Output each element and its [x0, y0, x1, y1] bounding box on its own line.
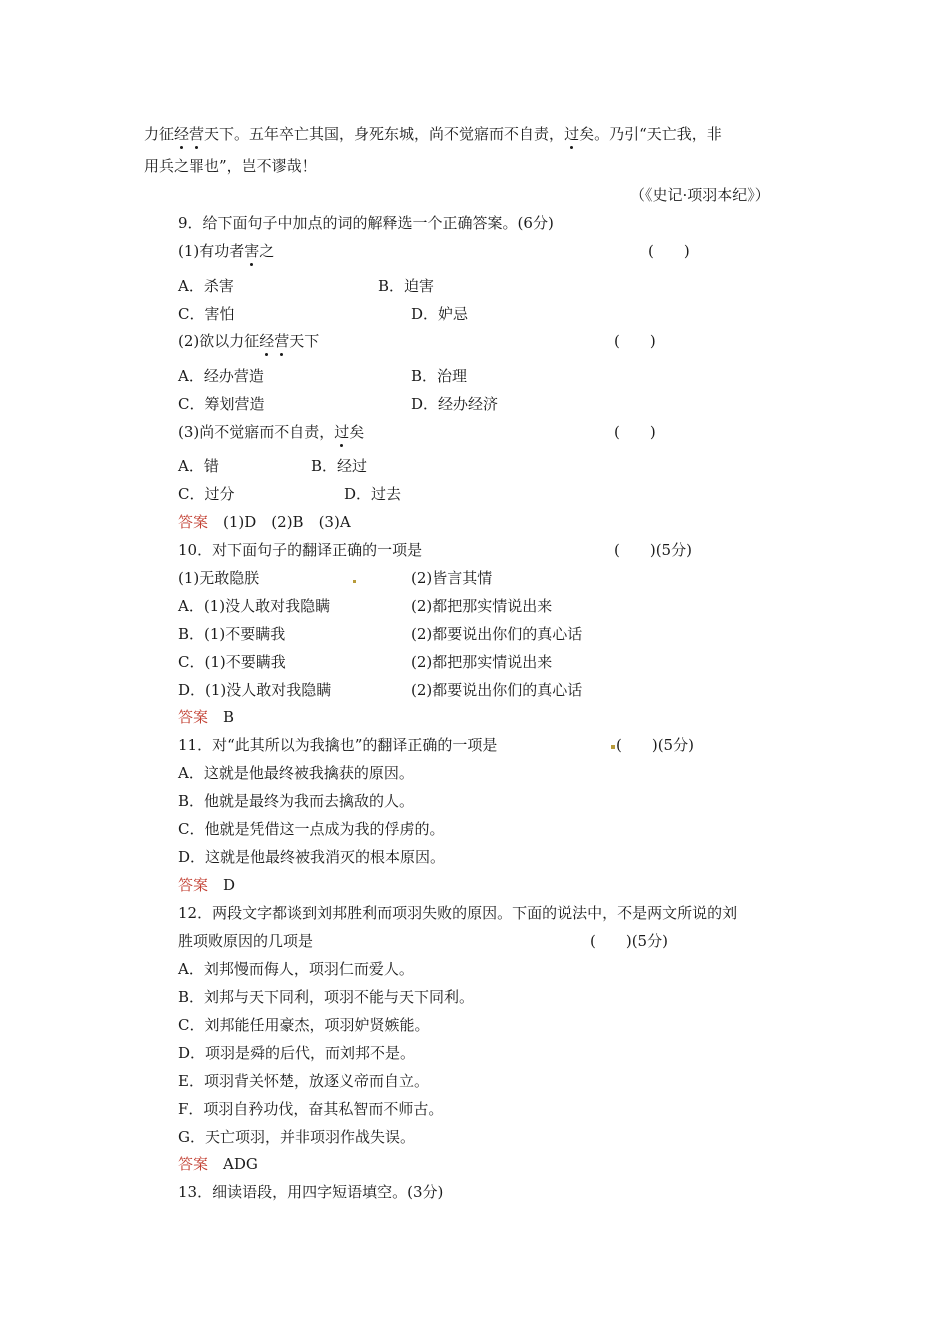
emphasis-char: 经 [174, 124, 189, 144]
q10-answer-paren[interactable]: ( )(5分) [614, 541, 692, 559]
q10-option-a-left: A．(1)没人敢对我隐瞒 [178, 597, 331, 615]
q10-answer [178, 707, 234, 727]
q9-3-option-b: B．经过 [311, 457, 368, 475]
answer-label: 答案 [178, 876, 209, 894]
q10-sentence-2: (2)皆言其情 [411, 569, 493, 587]
emphasis-char: 经 [259, 331, 274, 351]
q10-sentence-1: (1)无敢隐朕 [178, 569, 260, 587]
q11-option-d: D．这就是他最终被我消灭的根本原因。 [178, 848, 446, 866]
q9-1-option-c: C．害怕 [178, 305, 235, 323]
q10-option-a-right: (2)都把那实情说出来 [411, 597, 553, 615]
passage-line-2: 用兵之罪也”，岂不谬哉！ [144, 157, 317, 175]
q10-option-d-right: (2)都要说出你们的真心话 [411, 681, 583, 699]
q13-stem: 13．细读语段，用四字短语填空。(3分) [178, 1183, 444, 1201]
q9-sentence-2: (2)欲以力征经 营 天下 [178, 331, 319, 351]
q9-stem: 9．给下面句子中加点的词的解释选一个正确答案。(6分) [178, 214, 554, 232]
q9-2-option-b: B．治理 [411, 367, 468, 385]
q11-answer [178, 875, 235, 895]
passage-text: 矣。乃引“天亡我，非 [579, 125, 722, 143]
emphasis-char: 害 [244, 241, 259, 261]
q11-option-b: B．他就是最终为我而去擒敌的人。 [178, 792, 415, 810]
q9-1-option-d: D．妒忌 [411, 305, 469, 323]
q12-stem-line-2: 胜项败原因的几项是 [178, 932, 314, 950]
passage-source: （《史记·项羽本纪》） [630, 186, 770, 204]
q11-option-c: C．他就是凭借这一点成为我的俘虏的。 [178, 820, 445, 838]
q9-2-option-c: C．筹划营造 [178, 395, 265, 413]
passage-line-1 [144, 124, 722, 144]
q11-answer-paren[interactable]: ( )(5分) [616, 736, 694, 754]
answer-text: (1)D (2)B (3)A [223, 513, 351, 531]
emphasis-char: 过 [564, 124, 579, 144]
q12-option-a: A．刘邦慢而侮人，项羽仁而爱人。 [178, 960, 414, 978]
q9-3-option-c: C．过分 [178, 485, 235, 503]
q12-option-d: D．项羽是舜的后代，而刘邦不是。 [178, 1044, 416, 1062]
emphasis-dot-icon [195, 146, 198, 149]
q9-3-option-a: A．错 [178, 457, 219, 475]
q9-3-option-d: D．过去 [344, 485, 402, 503]
q12-option-g: G．天亡项羽，并非项羽作战失误。 [178, 1128, 415, 1146]
q10-option-c-right: (2)都把那实情说出来 [411, 653, 553, 671]
q9-answer-paren-1[interactable]: ( ) [648, 242, 690, 260]
q9-1-option-a: A．杀害 [178, 277, 234, 295]
emphasis-dot-icon [280, 353, 283, 356]
artifact-mark [611, 745, 615, 749]
passage-text: 天下。五年卒亡其国，身死东城，尚不觉寤而不自责， [204, 125, 565, 143]
q10-option-b-left: B．(1)不要瞒我 [178, 625, 286, 643]
q9-answer-paren-3[interactable]: ( ) [614, 423, 656, 441]
q9-answer [178, 512, 351, 532]
emphasis-dot-icon [265, 353, 268, 356]
q12-stem-line-1: 12．两段文字都谈到刘邦胜利而项羽失败的原因。下面的说法中，不是两文所说的刘 [178, 904, 738, 922]
q10-stem: 10．对下面句子的翻译正确的一项是 [178, 541, 423, 559]
q9-2-option-a: A．经办营造 [178, 367, 264, 385]
answer-label: 答案 [178, 708, 209, 726]
answer-text: ADG [223, 1155, 258, 1173]
q12-answer-paren[interactable]: ( )(5分) [590, 932, 668, 950]
q9-sentence-1: (1)有功者害 之 [178, 241, 274, 261]
answer-text: B [223, 708, 235, 726]
q10-option-c-left: C．(1)不要瞒我 [178, 653, 286, 671]
emphasis-char: 营 [189, 124, 204, 144]
q10-option-d-left: D．(1)没人敢对我隐瞒 [178, 681, 332, 699]
answer-label: 答案 [178, 513, 209, 531]
emphasis-dot-icon [250, 263, 253, 266]
q9-1-option-b: B．迫害 [378, 277, 435, 295]
passage-text: 力征 [144, 125, 175, 143]
q12-option-f: F．项羽自矜功伐，奋其私智而不师古。 [178, 1100, 444, 1118]
answer-text: D [223, 876, 236, 894]
emphasis-dot-icon [340, 444, 343, 447]
q12-option-c: C．刘邦能任用豪杰，项羽妒贤嫉能。 [178, 1016, 430, 1034]
emphasis-dot-icon [570, 146, 573, 149]
artifact-mark [353, 580, 356, 583]
q12-answer [178, 1154, 258, 1174]
q12-option-b: B．刘邦与天下同利，项羽不能与天下同利。 [178, 988, 475, 1006]
q11-stem: 11．对“此其所以为我擒也”的翻译正确的一项是 [178, 736, 498, 754]
emphasis-dot-icon [180, 146, 183, 149]
q9-answer-paren-2[interactable]: ( ) [614, 332, 656, 350]
q9-2-option-d: D．经办经济 [411, 395, 499, 413]
emphasis-char: 过 [334, 422, 349, 442]
q12-option-e: E．项羽背关怀楚，放逐义帝而自立。 [178, 1072, 429, 1090]
q11-option-a: A．这就是他最终被我擒获的原因。 [178, 764, 414, 782]
q10-option-b-right: (2)都要说出你们的真心话 [411, 625, 583, 643]
emphasis-char: 营 [274, 331, 289, 351]
q9-sentence-3: (3)尚不觉寤而不自责，过 矣 [178, 422, 364, 442]
answer-label: 答案 [178, 1155, 209, 1173]
